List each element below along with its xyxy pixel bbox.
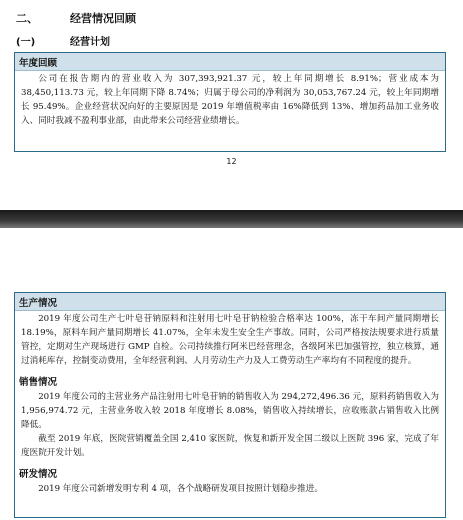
- subsection-title: 经营计划: [70, 37, 110, 48]
- production-body: [15, 311, 445, 368]
- annual-review-title: 年度回顾: [15, 53, 445, 71]
- rnd-paragraph: 2019 年度公司新增发明专利 4 项，各个战略研发项目按照计划稳步推进。: [38, 484, 323, 494]
- sales-title: 销售情况: [19, 377, 58, 388]
- annual-review-paragraph: 公司在报告期内的营业收入为 307,393,921.37 元，较上年同期增长 8.91%；营业成本为 38,450,113.73 元，较上年同期下降 8.74%；归属于母公司的净利润为 30,053,767.24 元，较上年同期增长 95.49%。企业经营状况向好的主要原因是 2019 年增值税率由 16%降低到 13%、增加药品加工业务收入、同时我减不盈利事业部，由此带来公司经营业绩增长。: [21, 74, 439, 126]
- annual-review-box: [14, 52, 446, 152]
- page-number: 12: [226, 157, 237, 166]
- sales-body: [15, 389, 445, 460]
- page-divider: [0, 210, 463, 228]
- sales-paragraph-1: 2019 年度公司的主营业务产品注射用七叶皂苷钠的销售收入为 294,272,496.36 元，原料药销售收入为 1,956,974.72 元，主营业务收入较 2018 年度增长 8.08%，销售收入持续增长，应收账款占销售收入比例降低。: [21, 392, 439, 430]
- sales-paragraph-2: 截至 2019 年底，医院营销覆盖全国 2,410 家医院，恢复和新开发全国二级以上医院 396 家，完成了年度医院开发计划。: [21, 434, 439, 458]
- rnd-body: [15, 481, 445, 496]
- rnd-title: 研发情况: [19, 469, 58, 480]
- section-title: 经营情况回顾: [70, 12, 136, 25]
- section-heading: [16, 10, 136, 26]
- production-title: 生产情况: [15, 293, 445, 311]
- operations-box: [14, 292, 446, 518]
- annual-review-body: [15, 71, 445, 128]
- subsection-heading: [16, 33, 110, 48]
- production-paragraph: 2019 年度公司生产七叶皂苷钠原料和注射用七叶皂苷钠检验合格率达 100%，冻干车间产量同期增长 18.19%，原料车间产量同期增长 41.07%，全年未发生安全生产事故。同时，公司严格按法规要求进行质量管控，定期对生产现场进行 GMP 自检。公司持续推行阿米巴经营理念，各级阿米巴加强管控，独立核算，通过消耗库存，控制变动费用，全年经营利润、人月劳动生产力及人工费劳动生产率均有不同程度的提升。: [21, 314, 439, 366]
- subsection-number: (一): [16, 37, 36, 48]
- section-number: 二、: [16, 12, 38, 25]
